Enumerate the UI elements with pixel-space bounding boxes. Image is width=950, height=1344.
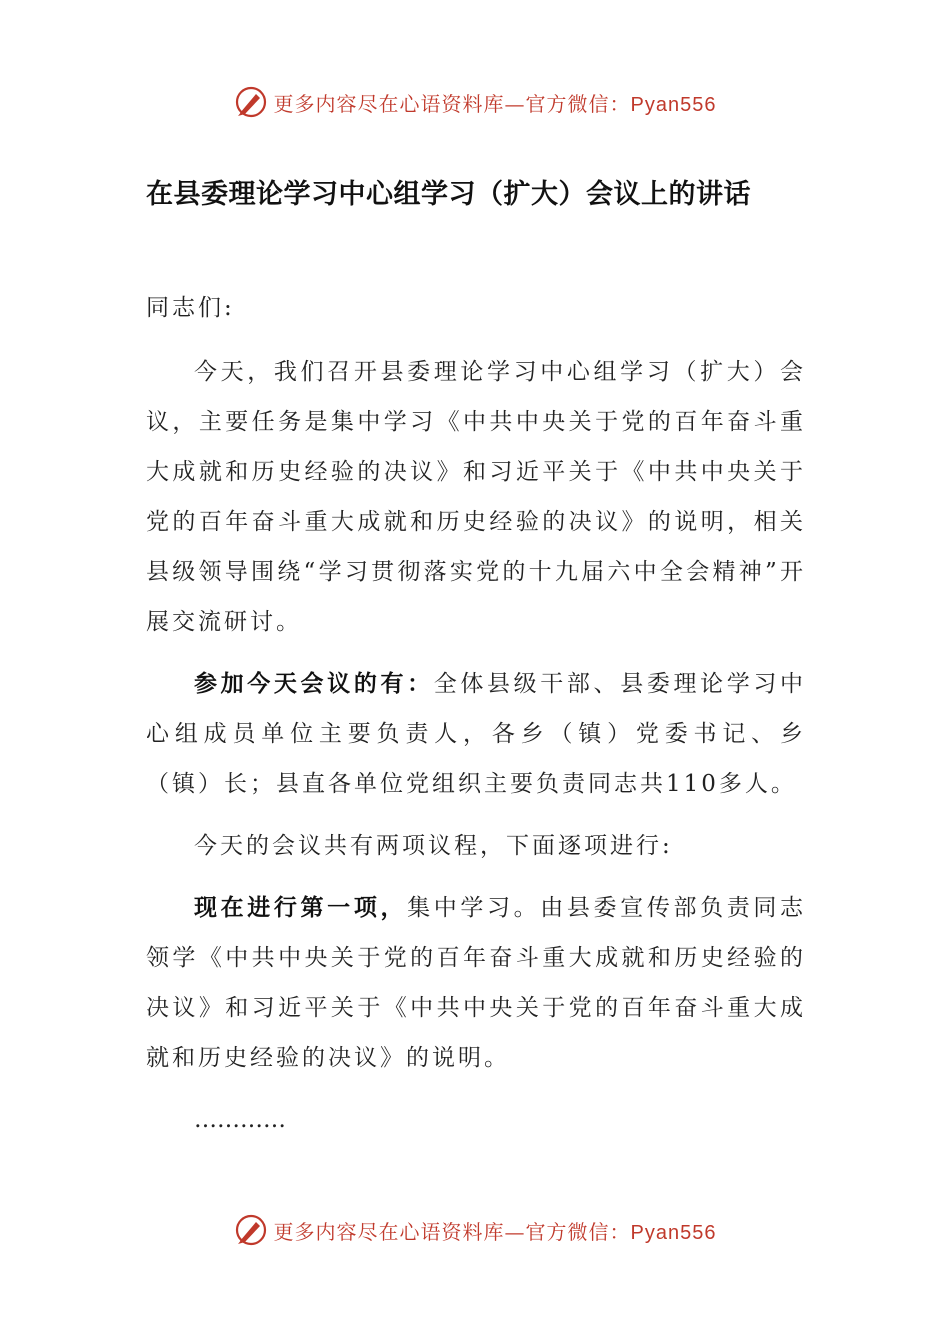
pen-nib-logo-icon — [234, 85, 268, 119]
document-title: 在县委理论学习中心组学习（扩大）会议上的讲话 — [146, 179, 751, 210]
item-one-lead: 现在进行第一项， — [194, 894, 408, 921]
banner-text: 更多内容尽在心语资料库—官方微信：Pyan556 — [273, 91, 717, 116]
salutation: 同志们: — [146, 295, 235, 321]
paragraph-opening: 今天，我们召开县委理论学习中心组学习（扩大）会议，主要任务是集中学习《中共中央关于党的百年奋斗重大成就和历史经验的决议》和习近平关于《中共中央关于党的百年奋斗重大成就和历史经验的决议》的说明，相关县级领导围绕“学习贯彻落实党的十九届六中全会精神”开展交流研讨。 — [146, 359, 806, 635]
footer-watermark-banner — [0, 1210, 950, 1250]
wechat-id: Pyan556 — [630, 1221, 717, 1244]
attendees-lead: 参加今天会议的有： — [194, 670, 434, 697]
paragraph-item-one — [146, 883, 806, 1083]
header-watermark-banner — [0, 82, 950, 122]
banner-text: 更多内容尽在心语资料库—官方微信：Pyan556 — [273, 1219, 717, 1244]
attendees-body: 全体县级干部、县委理论学习中心组成员单位主要负责人，各乡（镇）党委书记、乡（镇）长；县直各单位党组织主要负责同志共110多人。 — [146, 671, 807, 797]
paragraph-agenda: 今天的会议共有两项议程，下面逐项进行: — [194, 833, 673, 859]
paragraph-attendees — [146, 659, 806, 809]
item-one-body: 集中学习。由县委宣传部负责同志领学《中共中央关于党的百年奋斗重大成就和历史经验的决议》和习近平关于《中共中央关于党的百年奋斗重大成就和历史经验的决议》的说明。 — [146, 895, 807, 1071]
ellipsis: ………… — [194, 1107, 286, 1133]
document-body — [146, 283, 806, 1157]
pen-nib-logo-icon — [234, 1213, 268, 1247]
wechat-id: Pyan556 — [630, 93, 717, 116]
